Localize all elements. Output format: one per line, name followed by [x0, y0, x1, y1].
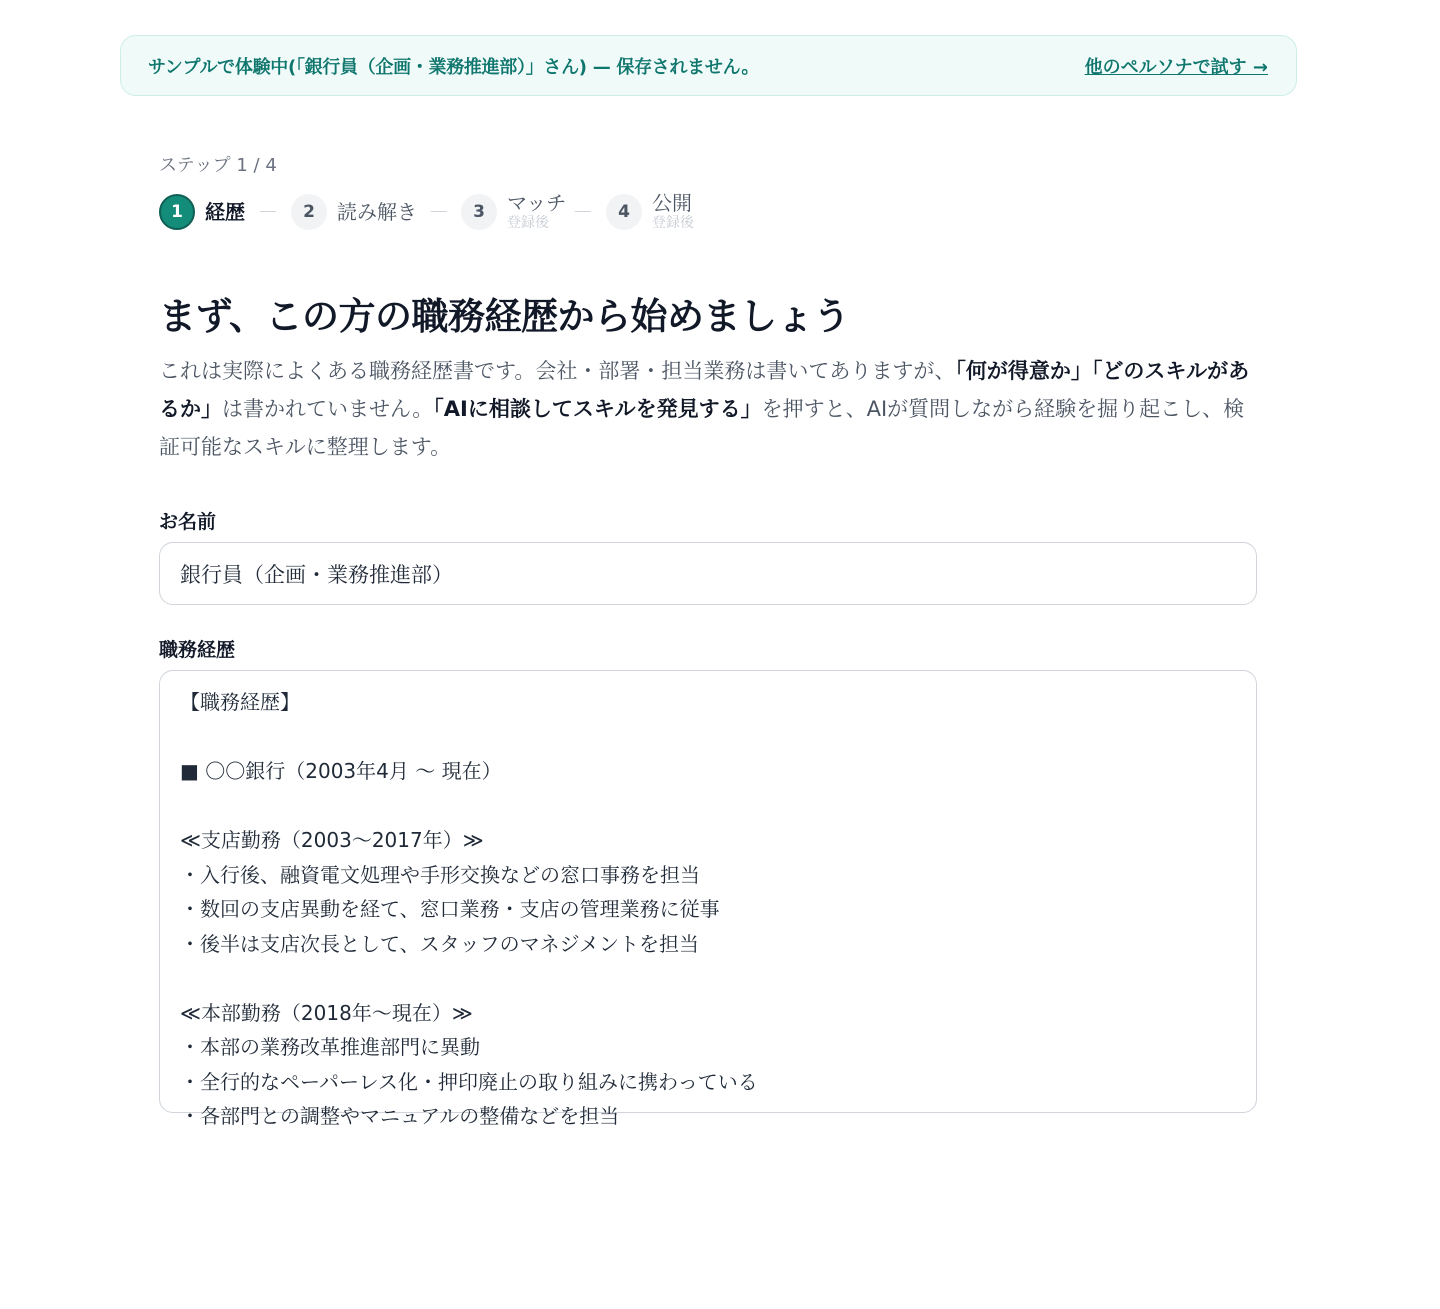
history-line: ・数回の支店異動を経て、窓口業務・支店の管理業務に従事	[180, 897, 720, 921]
step-2-label: 読み解き	[337, 200, 417, 224]
description-emphasis: 「AIに相談してスキルを発見する」	[433, 397, 762, 421]
history-line	[180, 961, 1236, 996]
history-line: ≪本部勤務（2018年〜現在）≫	[180, 1000, 473, 1025]
description-emphasis: 「何が得意か」「どのスキルがあるか」	[159, 359, 1250, 421]
history-line: ・各部門との調整やマニュアルの整備などを担当	[180, 1104, 620, 1128]
history-line: ・入行後、融資電文処理や手形交換などの窓口事務を担当	[180, 862, 700, 887]
history-line: ・全行的なペーパーレス化・押印廃止の取り組みに携わっている	[180, 1069, 758, 1094]
step-separator	[431, 211, 447, 212]
description-text: を押すと、AIが質問しながら経験を掘り起こし、検証可能なスキルに整理します。	[159, 397, 1245, 459]
history-textarea[interactable]	[159, 670, 1257, 1128]
step-1	[159, 190, 245, 234]
history-line: ・後半は支店次長として、スタッフのマネジメントを担当	[180, 931, 699, 956]
description-text: これは実際によくある職務経歴書です。会社・部署・担当業務は書いてありますが、	[159, 359, 956, 383]
step-2-number: 2	[291, 194, 327, 230]
step-separator	[260, 211, 276, 212]
step-1-label: 経歴	[205, 200, 245, 224]
history-line	[180, 720, 1236, 755]
name-label: お名前	[159, 511, 217, 533]
history-line: ≪支店勤務（2003〜2017年）≫	[180, 828, 484, 852]
step-4	[606, 190, 694, 234]
page-heading: まず、この方の職務経歴から始めましょう	[159, 295, 850, 338]
stepper	[159, 190, 859, 234]
step-3-label: マッチ	[507, 191, 567, 215]
history-line: 【職務経歴】	[180, 690, 300, 714]
description-text: は書かれていません。	[222, 397, 434, 421]
try-other-persona-link[interactable]: 他のペルソナで試す →	[1084, 56, 1268, 78]
sample-mode-notice: サンプルで体験中(「銀行員（企画・業務推進部）」さん) — 保存されません。	[148, 56, 760, 78]
step-1-number: 1	[159, 194, 195, 230]
step-3-number: 3	[461, 194, 497, 230]
sample-mode-banner	[120, 35, 1297, 96]
step-4-label: 公開	[652, 191, 692, 215]
step-3-sublabel: 登録後	[507, 215, 549, 231]
history-line: ・本部の業務改革推進部門に異動	[180, 1035, 480, 1059]
step-4-sublabel: 登録後	[652, 215, 694, 231]
step-2	[291, 190, 417, 234]
step-3	[461, 190, 566, 234]
history-label: 職務経歴	[159, 639, 236, 661]
step-separator	[575, 211, 591, 212]
step-caption: ステップ 1 / 4	[159, 155, 277, 176]
step-4-number: 4	[606, 194, 642, 230]
history-line	[180, 789, 1236, 824]
page-description	[159, 352, 1257, 466]
history-line: ■ 〇〇銀行（2003年4月 〜 現在）	[180, 759, 502, 783]
name-input[interactable]	[159, 542, 1257, 605]
